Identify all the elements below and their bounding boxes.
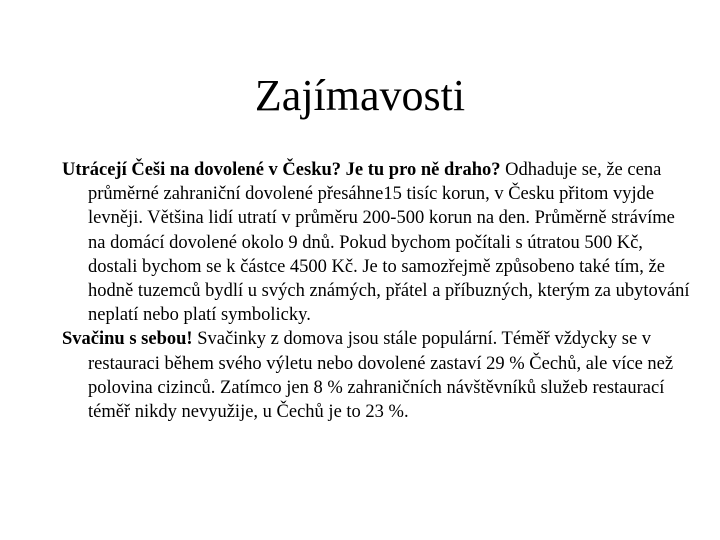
paragraph-spending — [62, 158, 692, 327]
slide-title: Zajímavosti — [254, 71, 466, 120]
slide-content — [62, 158, 692, 424]
paragraph-snacks — [62, 327, 692, 424]
paragraph-lead: Svačinu s sebou! — [62, 329, 193, 350]
paragraph-body: Odhaduje se, že cena průměrné zahraniční dovolené přesáhne15 tisíc korun, v Česku přitom vyjde levněji. Většina lidí utratí v průměru 200-500 korun na den. Průměrně strávíme na domácí dovolené okolo 9 dnů. Pokud bychom počítali s útratou 500 Kč, dostali bychom se k částce 4500 Kč. Je to samozřejmě způsobeno také tím, že hodně tuzemců bydlí u svých známých, přátel a příbuzných, kterým za ubytování neplatí nebo platí symbolicky. — [88, 160, 690, 326]
paragraph-lead: Utrácejí Češi na dovolené v Česku? Je tu pro ně draho? — [62, 160, 501, 180]
paragraph-body: Svačinky z domova jsou stále populární. Téměř vždycky se v restauraci během svého výletu nebo dovolené zastaví 29 % Čechů, ale více než polovina cizinců. Zatímco jen 8 % zahraničních návštěvníků služeb restaurací téměř nikdy nevyužije, u Čechů je to 23 %. — [88, 329, 674, 423]
